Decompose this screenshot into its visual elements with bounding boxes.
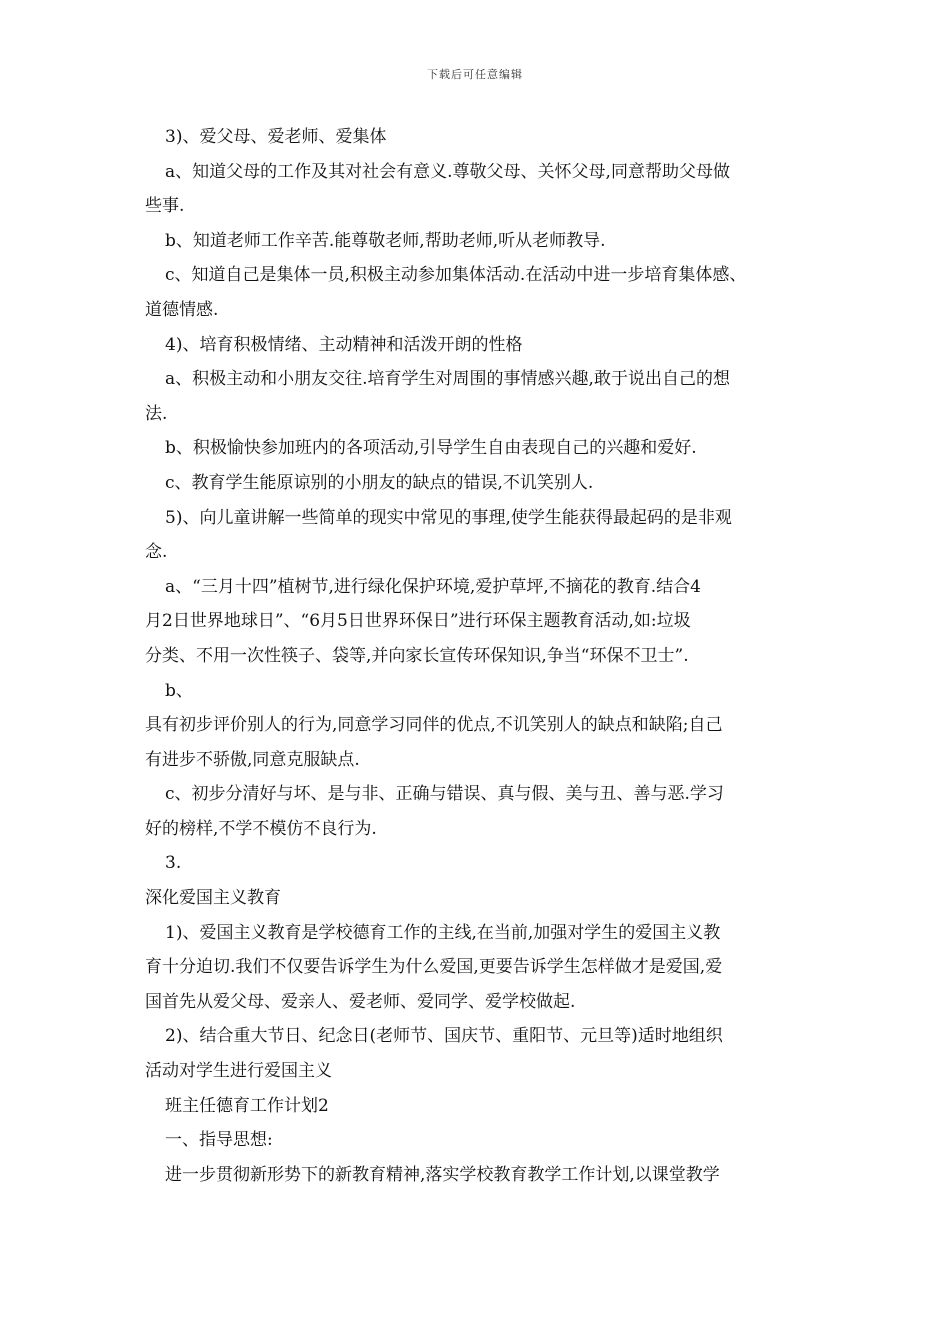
text-line: 好的榜样,不学不模仿不良行为. (145, 818, 377, 839)
text-line: 活动对学生进行爱国主义 (145, 1061, 332, 1082)
text-line: 法. (145, 403, 168, 424)
text-line: a、“三月十四”植树节,进行绿化保护环境,爱护草坪,不摘花的教育.结合4 (165, 576, 701, 597)
text-line: b、知道老师工作辛苦.能尊敬老师,帮助老师,听从老师教导. (165, 230, 606, 251)
text-line: 些事. (145, 196, 185, 217)
text-line: c、初步分清好与坏、是与非、正确与错误、真与假、美与丑、善与恶.学习 (165, 784, 724, 805)
text-line: 进一步贯彻新形势下的新教育精神,落实学校教育教学工作计划,以课堂教学 (165, 1164, 720, 1185)
section-heading: 深化爱国主义教育 (145, 888, 281, 909)
text-line: 2)、结合重大节日、纪念日(老师节、国庆节、重阳节、元旦等)适时地组织 (165, 1026, 723, 1047)
text-line: a、知道父母的工作及其对社会有意义.尊敬父母、关怀父母,同意帮助父母做 (165, 161, 730, 182)
page-header-note: 下载后可任意编辑 (427, 68, 523, 81)
text-line: 国首先从爱父母、爱亲人、爱老师、爱同学、爱学校做起. (145, 991, 576, 1012)
text-line: 3. (165, 853, 182, 874)
text-line: 念. (145, 542, 168, 563)
text-line: 有进步不骄傲,同意克服缺点. (145, 749, 360, 770)
text-line: c、教育学生能原谅别的小朋友的缺点的错误,不讥笑别人. (165, 472, 594, 493)
text-line: b、 (165, 680, 193, 701)
section-heading: 一、指导思想: (165, 1130, 273, 1151)
text-line: 具有初步评价别人的行为,同意学习同伴的优点,不讥笑别人的缺点和缺陷;自己 (145, 715, 723, 736)
text-line: b、积极愉快参加班内的各项活动,引导学生自由表现自己的兴趣和爱好. (165, 438, 697, 459)
text-line: 育十分迫切.我们不仅要告诉学生为什么爱国,更要告诉学生怎样做才是爱国,爱 (145, 957, 723, 978)
document-body (145, 120, 825, 1192)
text-line: 道德情感. (145, 299, 219, 320)
text-line: 1)、爱国主义教育是学校德育工作的主线,在当前,加强对学生的爱国主义教 (165, 922, 721, 943)
text-line: a、积极主动和小朋友交往.培育学生对周围的事情感兴趣,敢于说出自己的想 (165, 369, 730, 390)
document-subtitle: 班主任德育工作计划2 (165, 1095, 329, 1116)
text-line: 4)、培育积极情绪、主动精神和活泼开朗的性格 (165, 334, 523, 355)
text-line: 5)、向儿童讲解一些简单的现实中常见的事理,使学生能获得最起码的是非观 (165, 507, 732, 528)
text-line: 3)、爱父母、爱老师、爱集体 (165, 127, 387, 147)
text-line: 分类、不用一次性筷子、袋等,并向家长宣传环保知识,争当“环保不卫士”. (145, 645, 689, 666)
text-line: 月2日世界地球日”、“6月5日世界环保日”进行环保主题教育活动,如:垃圾 (145, 611, 691, 632)
text-line: c、知道自己是集体一员,积极主动参加集体活动.在活动中进一步培育集体感、 (165, 265, 747, 286)
